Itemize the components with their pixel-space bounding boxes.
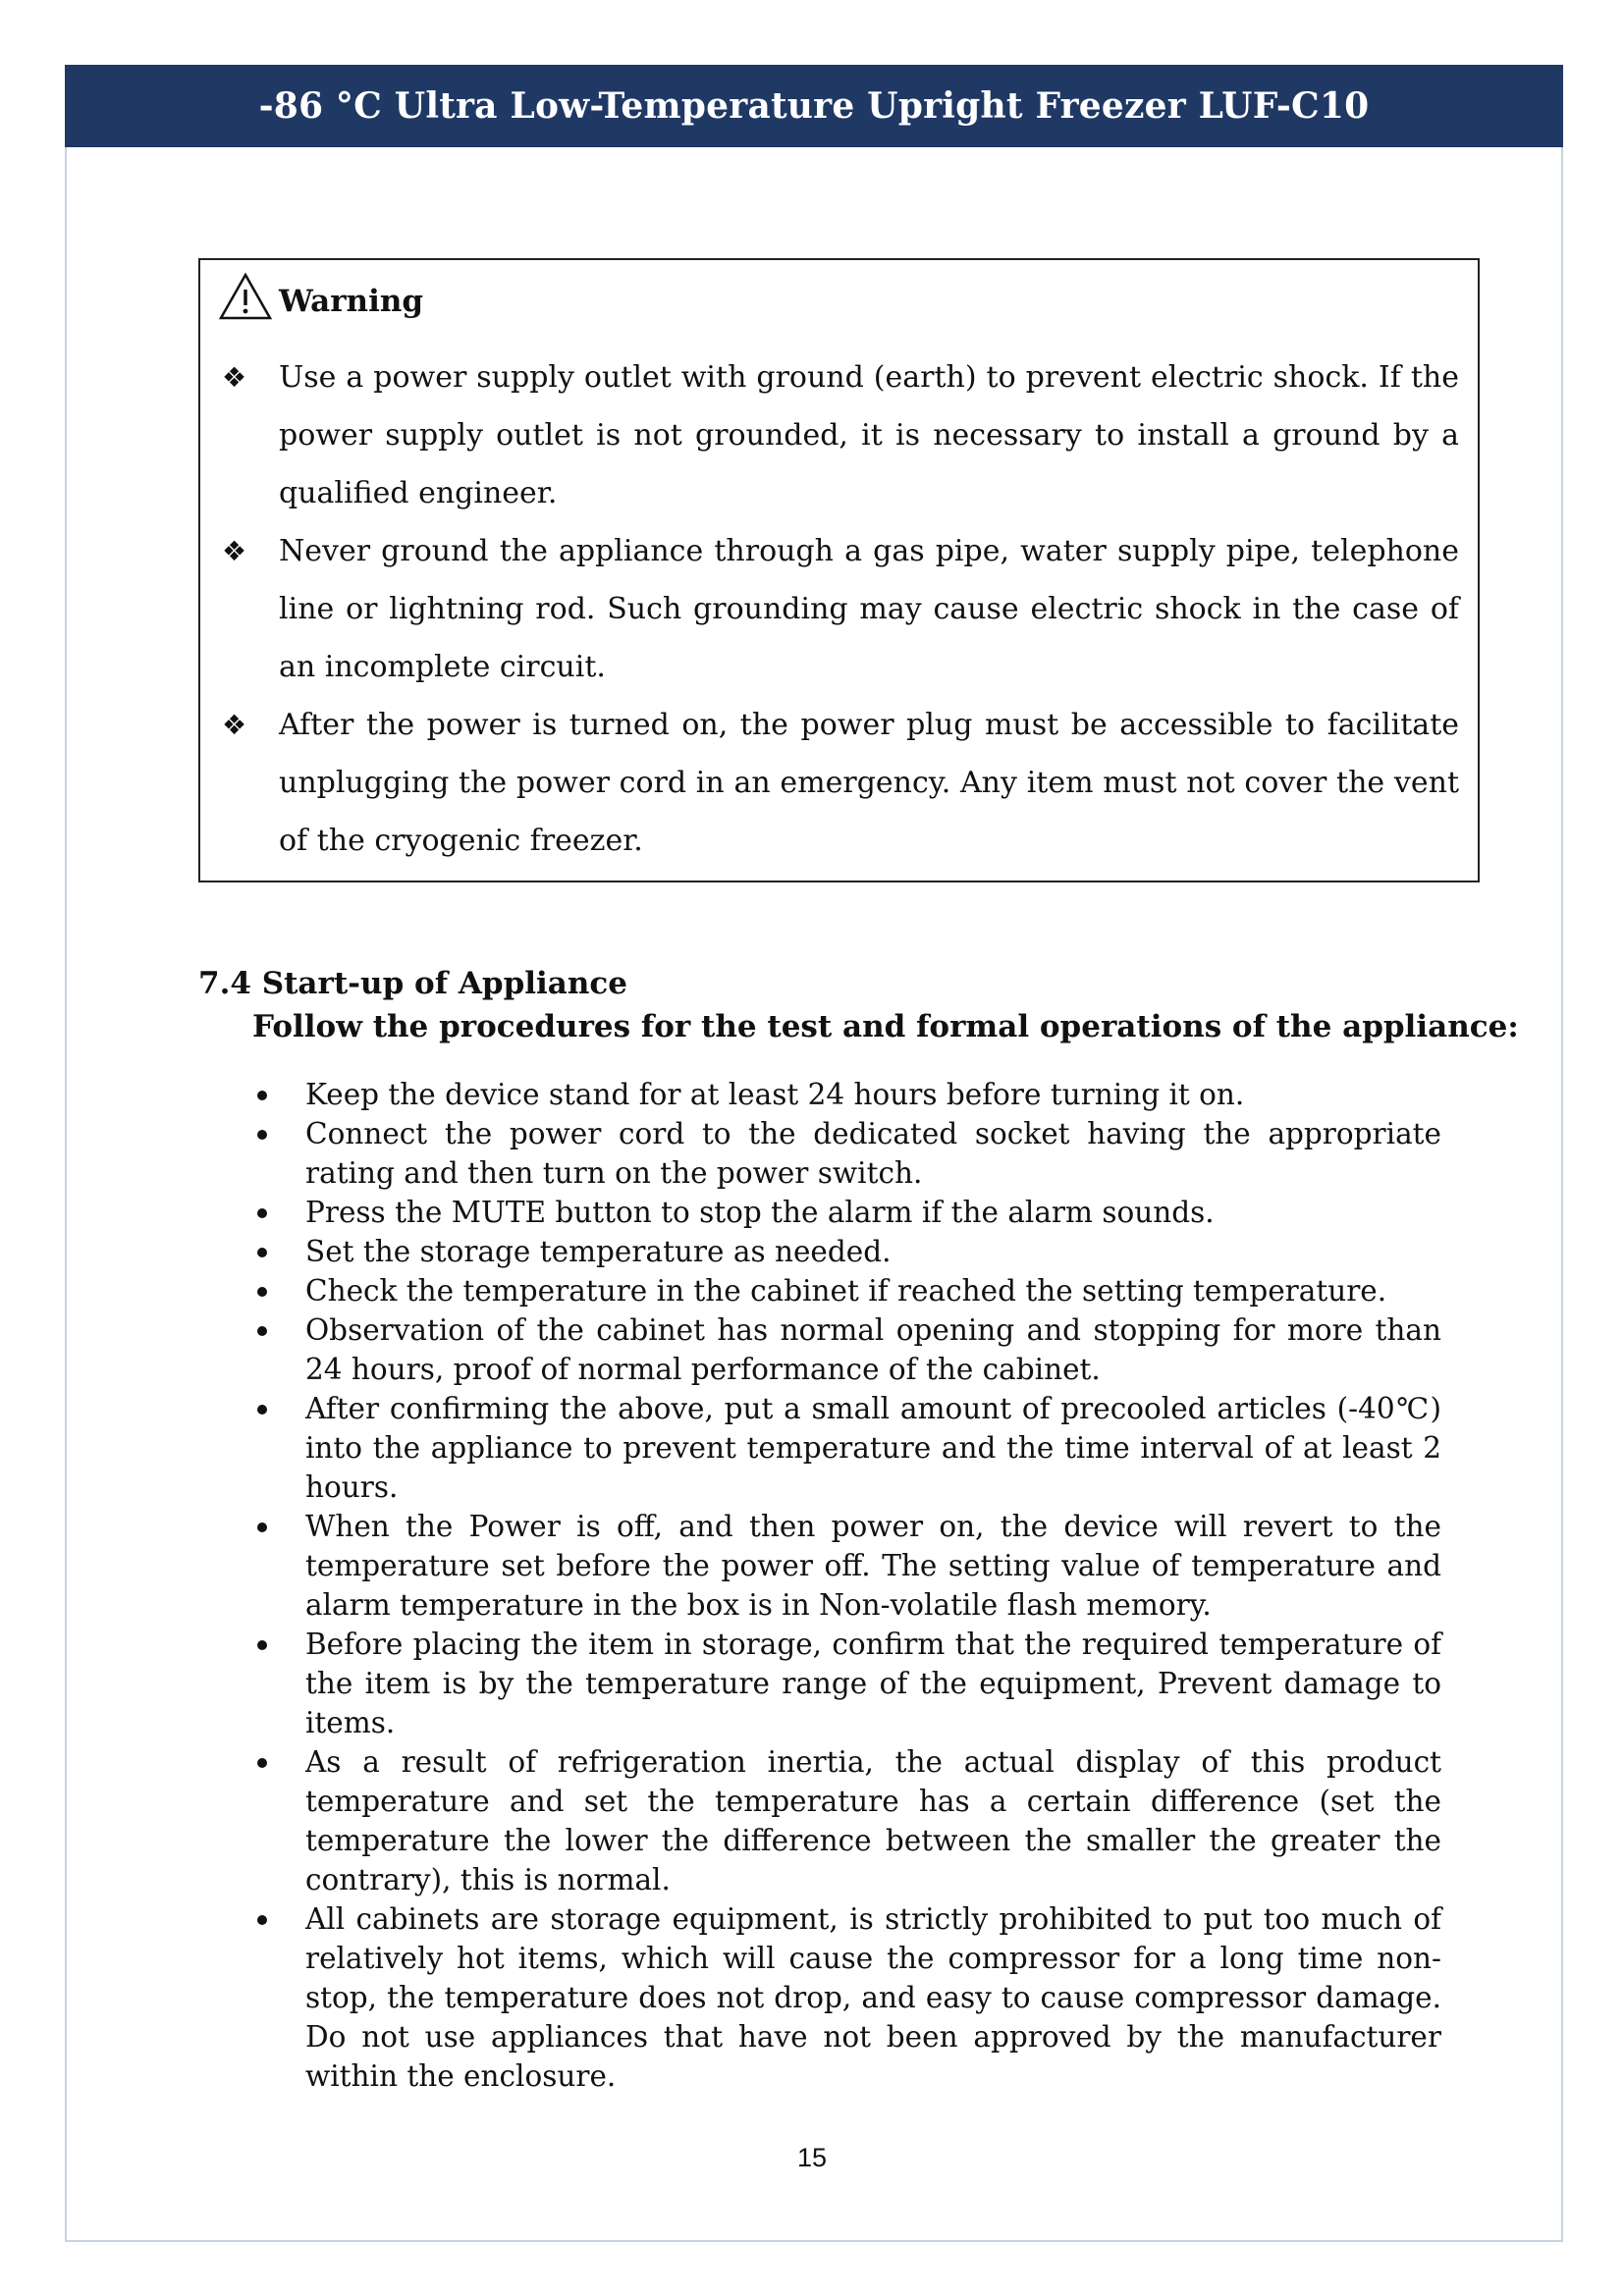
step-text: All cabinets are storage equipment, is strictly prohibited to put too much of relatively hot items, which will cause the compressor for a long time non-stop, the temperature does not drop, and easy to cause compressor damage. Do not use appliances that have not been approved by the manufacturer within the enclosure.	[305, 1902, 1441, 2093]
bullet-dot-icon	[257, 1326, 267, 1336]
diamond-bullet-icon: ❖	[222, 535, 247, 567]
page-number: 15	[796, 2143, 828, 2172]
bullet-dot-icon	[257, 1640, 267, 1650]
warning-item	[222, 522, 1459, 696]
diamond-bullet-icon: ❖	[222, 709, 247, 741]
bullet-dot-icon	[257, 1248, 267, 1257]
list-item	[251, 1310, 1441, 1389]
document-title: -86 °C Ultra Low-Temperature Upright Freezer LUF-C10	[258, 85, 1370, 127]
warning-item	[222, 696, 1459, 870]
warning-item-text: Never ground the appliance through a gas pipe, water supply pipe, telephone line or lightning rod. Such grounding may cause electric shock in the case of an incomplete circuit.	[279, 534, 1459, 684]
warning-box	[198, 258, 1480, 882]
list-item	[251, 1899, 1441, 2096]
list-item	[251, 1193, 1441, 1232]
warning-item-text: After the power is turned on, the power plug must be accessible to facilitate unplugging the power cord in an emergency. Any item must not cover the vent of the cryogenic freezer.	[279, 708, 1459, 858]
step-text: When the Power is off, and then power on, the device will revert to the temperature set before the power off. The setting value of temperature and alarm temperature in the box is in Non-volatile flash memory.	[305, 1510, 1441, 1622]
bullet-dot-icon	[257, 1130, 267, 1140]
list-item	[251, 1114, 1441, 1193]
bullet-dot-icon	[257, 1915, 267, 1925]
list-item	[251, 1507, 1441, 1625]
list-item	[251, 1075, 1441, 1114]
step-text: Set the storage temperature as needed.	[305, 1235, 892, 1268]
section-subtitle: Follow the procedures for the test and formal operations of the appliance:	[252, 1009, 1519, 1044]
list-item	[251, 1742, 1441, 1899]
diamond-bullet-icon: ❖	[222, 361, 247, 394]
step-text: Keep the device stand for at least 24 hours before turning it on.	[305, 1078, 1245, 1111]
section-title: 7.4 Start-up of Appliance	[198, 966, 628, 1001]
list-item	[251, 1271, 1441, 1310]
bullet-dot-icon	[257, 1287, 267, 1297]
bullet-dot-icon	[257, 1091, 267, 1100]
bullet-dot-icon	[257, 1208, 267, 1218]
header-bar	[65, 65, 1563, 147]
list-item	[251, 1625, 1441, 1742]
warning-list	[222, 348, 1459, 870]
bullet-dot-icon	[257, 1405, 267, 1415]
warning-item	[222, 348, 1459, 522]
warning-triangle-icon	[218, 272, 273, 321]
bullet-dot-icon	[257, 1758, 267, 1768]
step-text: Before placing the item in storage, confirm that the required temperature of the item is by the temperature range of the equipment, Prevent damage to items.	[305, 1628, 1441, 1739]
step-text: Connect the power cord to the dedicated socket having the appropriate rating and then turn on the power switch.	[305, 1117, 1441, 1190]
step-text: Observation of the cabinet has normal opening and stopping for more than 24 hours, proof of normal performance of the cabinet.	[305, 1313, 1441, 1386]
step-text: After confirming the above, put a small amount of precooled articles (-40℃) into the appliance to prevent temperature and the time interval of at least 2 hours.	[305, 1392, 1441, 1504]
warning-item-text: Use a power supply outlet with ground (earth) to prevent electric shock. If the power supply outlet is not grounded, it is necessary to install a ground by a qualified engineer.	[279, 360, 1459, 510]
list-item	[251, 1232, 1441, 1271]
step-text: As a result of refrigeration inertia, the actual display of this product temperature and set the temperature has a certain difference (set the temperature the lower the difference between the smaller the greater the contrary), this is normal.	[305, 1745, 1441, 1896]
startup-steps-list	[251, 1075, 1441, 2096]
bullet-dot-icon	[257, 1522, 267, 1532]
warning-heading	[218, 272, 423, 321]
step-text: Check the temperature in the cabinet if reached the setting temperature.	[305, 1274, 1387, 1308]
step-text: Press the MUTE button to stop the alarm if the alarm sounds.	[305, 1196, 1215, 1229]
warning-label: Warning	[279, 284, 424, 319]
list-item	[251, 1389, 1441, 1507]
